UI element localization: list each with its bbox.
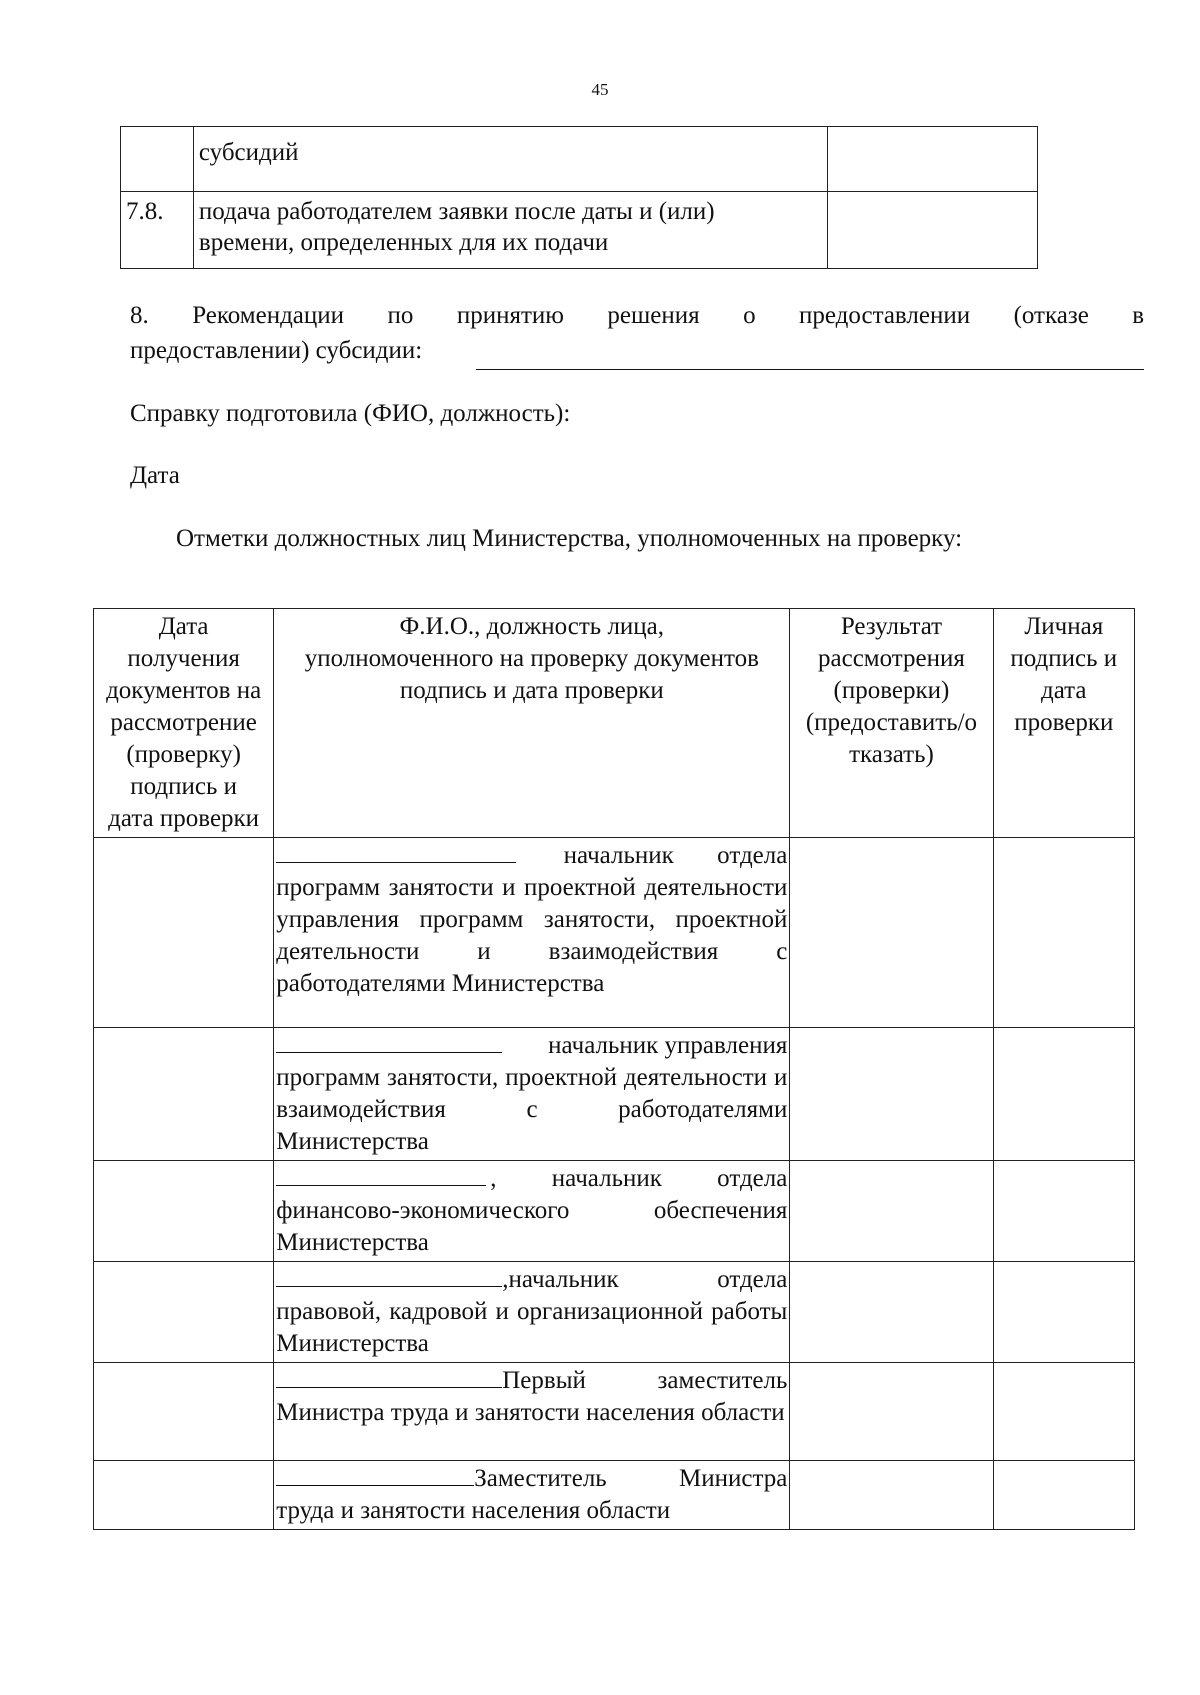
official-cell: ,начальник отдела правовой, кадровой и организационной работы Министерства xyxy=(274,1262,790,1363)
prepared-by-label: Справку подготовила (ФИО, должность): xyxy=(130,400,571,427)
row-text: подача работодателем заявки после даты и (или) времени, определенных для их подачи xyxy=(193,192,827,269)
header-official-name: Ф.И.О., должность лица, уполномоченного на проверку документов подпись и дата проверки xyxy=(274,609,790,838)
table-row xyxy=(94,1461,1135,1530)
date-label: Дата xyxy=(130,462,180,489)
signature-cell[interactable] xyxy=(993,1262,1134,1363)
date-cell[interactable] xyxy=(94,838,274,1028)
signature-blank-line[interactable] xyxy=(276,1030,502,1053)
row-number xyxy=(121,127,194,192)
signature-blank-line[interactable] xyxy=(276,1365,502,1388)
official-cell: Первый заместитель Министра труда и занятости населения области xyxy=(274,1363,790,1461)
signature-blank-line[interactable] xyxy=(276,840,516,863)
date-cell[interactable] xyxy=(94,1262,274,1363)
table-row xyxy=(94,1363,1135,1461)
signature-cell[interactable] xyxy=(993,1461,1134,1530)
signature-blank-line[interactable] xyxy=(276,1264,502,1287)
result-cell[interactable] xyxy=(790,1262,993,1363)
date-cell[interactable] xyxy=(94,1161,274,1262)
header-review-result: Результат рассмотрения (проверки) (предоставить/о тказать) xyxy=(790,609,993,838)
row-value xyxy=(827,192,1037,269)
recommendation-blank-line[interactable] xyxy=(476,369,1144,370)
date-cell[interactable] xyxy=(94,1461,274,1530)
result-cell[interactable] xyxy=(790,838,993,1028)
official-cell: Заместитель Министра труда и занятости населения области xyxy=(274,1461,790,1530)
official-cell: начальник отдела программ занятости и проектной деятельности управления программ занятости, проектной деятельности и взаимодействия с работодателями Министерства xyxy=(274,838,790,1028)
table-row xyxy=(94,1262,1135,1363)
result-cell[interactable] xyxy=(790,1028,993,1161)
signature-cell[interactable] xyxy=(993,838,1134,1028)
table-row xyxy=(94,1161,1135,1262)
table-row xyxy=(121,192,1038,269)
signature-blank-line[interactable] xyxy=(276,1163,486,1186)
date-cell[interactable] xyxy=(94,1028,274,1161)
result-cell[interactable] xyxy=(790,1461,993,1530)
header-signature: Личная подпись и дата проверки xyxy=(993,609,1134,838)
criteria-table xyxy=(120,126,1038,269)
header-row xyxy=(94,609,1135,838)
table-row xyxy=(94,838,1135,1028)
signature-cell[interactable] xyxy=(993,1363,1134,1461)
row-text: субсидий xyxy=(193,127,827,192)
row-value xyxy=(827,127,1037,192)
result-cell[interactable] xyxy=(790,1363,993,1461)
recommendations-line: 8. Рекомендации по принятию решения о предоставлении (отказе в xyxy=(130,302,1145,329)
date-cell[interactable] xyxy=(94,1363,274,1461)
header-date-received: Дата получения документов на рассмотрение (проверку) подпись и дата проверки xyxy=(94,609,274,838)
signature-cell[interactable] xyxy=(993,1028,1134,1161)
signature-blank-line[interactable] xyxy=(276,1463,474,1486)
page-number: 45 xyxy=(591,80,609,99)
result-cell[interactable] xyxy=(790,1161,993,1262)
recommendations-line-2: предоставлении) субсидии: xyxy=(130,337,423,364)
official-cell: , начальник отдела финансово-экономического обеспечения Министерства xyxy=(274,1161,790,1262)
official-cell: начальник управления программ занятости, проектной деятельности и взаимодействия с работодателями Министерства xyxy=(274,1028,790,1161)
signature-cell[interactable] xyxy=(993,1161,1134,1262)
officials-marks-table xyxy=(93,608,1135,1530)
table-row xyxy=(94,1028,1135,1161)
table-row xyxy=(121,127,1038,192)
marks-heading: Отметки должностных лиц Министерства, уполномоченных на проверку: xyxy=(176,525,963,552)
row-number: 7.8. xyxy=(121,192,194,269)
